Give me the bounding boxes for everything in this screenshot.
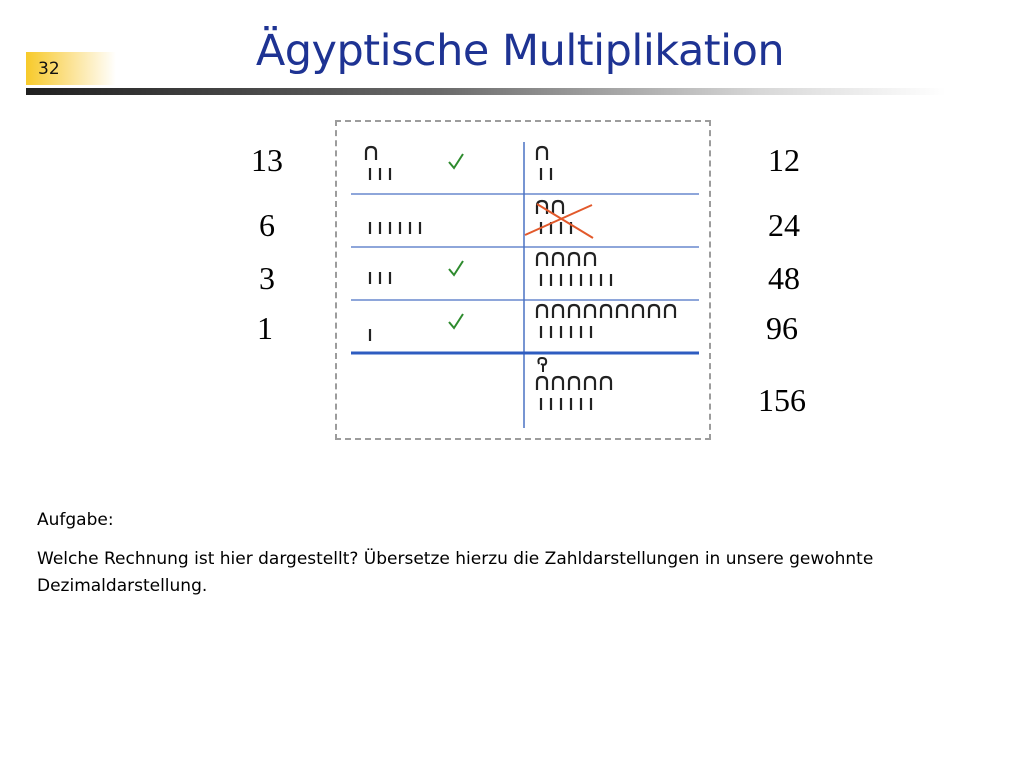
task-text: Welche Rechnung ist hier dargestellt? Übersetze hierzu die Zahldarstellungen in unsere gewohnte Dezimaldarstellung. xyxy=(37,549,874,596)
heel-glyph xyxy=(649,305,659,318)
heel-glyph xyxy=(537,253,547,266)
heel-glyph xyxy=(537,377,547,390)
page-title: Ägyptische Multiplikation xyxy=(255,26,785,76)
heel-glyph xyxy=(585,377,595,390)
left-number: 13 xyxy=(251,142,283,178)
egyptian-numerals-drawing xyxy=(337,122,709,438)
task-label: Aufgabe: xyxy=(37,510,114,530)
heel-glyph xyxy=(537,305,547,318)
heel-glyph xyxy=(665,305,675,318)
heel-glyph xyxy=(585,305,595,318)
heel-glyph xyxy=(537,147,547,160)
slide-number xyxy=(26,52,116,85)
title-underline xyxy=(26,88,946,95)
checkmark-icon xyxy=(449,261,463,275)
heel-glyph xyxy=(585,253,595,266)
checkmark-icon xyxy=(449,154,463,168)
heel-glyph xyxy=(366,147,376,160)
right-number-sum: 156 xyxy=(758,382,806,418)
egyptian-multiplication-figure xyxy=(335,120,711,440)
right-number: 12 xyxy=(768,142,800,178)
right-number: 24 xyxy=(768,207,800,243)
heel-glyph xyxy=(569,305,579,318)
heel-glyph xyxy=(553,253,563,266)
coil-glyph xyxy=(538,358,546,372)
left-number: 3 xyxy=(259,260,275,296)
heel-glyph xyxy=(569,253,579,266)
slide-number-text: 32 xyxy=(38,58,60,79)
heel-glyph xyxy=(569,377,579,390)
right-number: 48 xyxy=(768,260,800,296)
heel-glyph xyxy=(617,305,627,318)
left-number: 1 xyxy=(257,310,273,346)
heel-glyph xyxy=(633,305,643,318)
heel-glyph xyxy=(601,305,611,318)
heel-glyph xyxy=(553,305,563,318)
heel-glyph xyxy=(601,377,611,390)
left-number: 6 xyxy=(259,207,275,243)
checkmark-icon xyxy=(449,314,463,328)
heel-glyph xyxy=(553,201,563,214)
heel-glyph xyxy=(553,377,563,390)
right-number: 96 xyxy=(766,310,798,346)
